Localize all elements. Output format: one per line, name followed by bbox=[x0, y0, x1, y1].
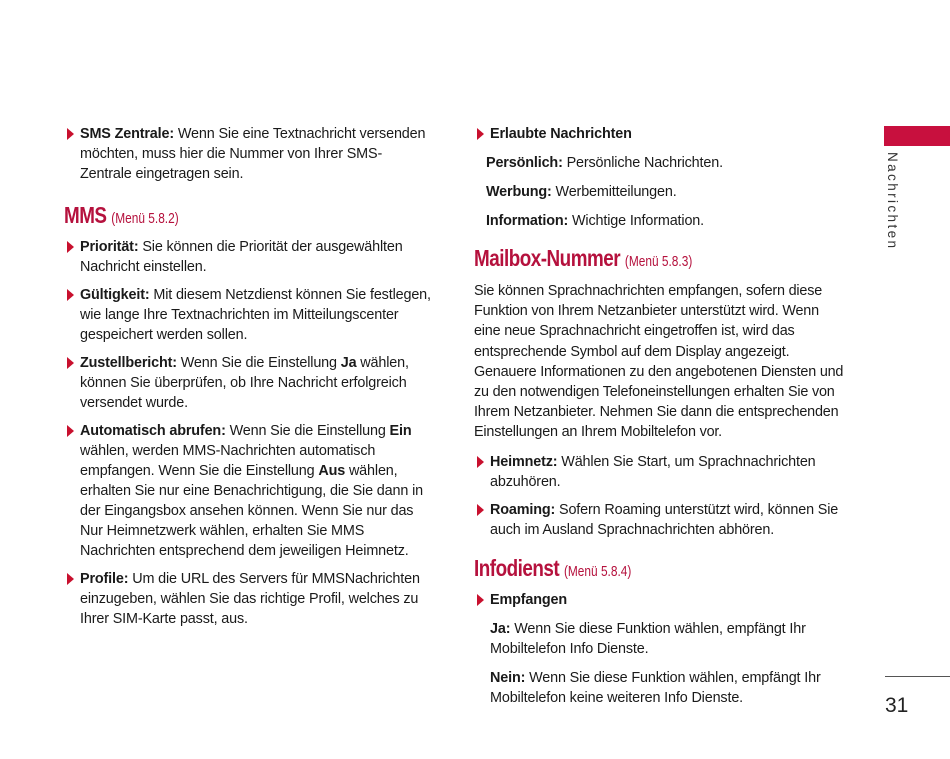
left-column bbox=[64, 124, 436, 637]
item-text: wählen, können Sie überprüfen, ob Ihre Nachricht erfolgreich versendet wurde. bbox=[80, 355, 409, 411]
heading-menu-ref: (Menü 5.8.4) bbox=[563, 563, 632, 580]
bullet-arrow-icon bbox=[477, 594, 484, 606]
erlaubte-nachrichten-item bbox=[474, 124, 846, 144]
chapter-tab bbox=[884, 126, 950, 146]
sms-zentrale-item bbox=[64, 124, 436, 184]
heading-title: MMS bbox=[64, 202, 107, 228]
item-label: Erlaubte Nachrichten bbox=[490, 126, 632, 142]
item-option: Aus bbox=[318, 463, 346, 479]
item-text: Sie können die Priorität der ausgewählten Nachricht einstellen. bbox=[80, 239, 403, 275]
item-label: Profile: bbox=[80, 571, 129, 587]
bullet-arrow-icon bbox=[67, 241, 74, 253]
item-text: Wenn Sie die Einstellung bbox=[225, 423, 390, 439]
bullet-arrow-icon bbox=[477, 504, 484, 516]
item-label: Gültigkeit: bbox=[80, 287, 150, 303]
heading-menu-ref: (Menü 5.8.3) bbox=[624, 254, 693, 270]
item-text: Werbemitteilungen. bbox=[551, 184, 677, 200]
item-label: SMS Zentrale: bbox=[80, 126, 175, 142]
bullet-arrow-icon bbox=[67, 289, 74, 301]
heading-title: Mailbox-Nummer bbox=[474, 245, 621, 271]
chapter-label: Nachrichten bbox=[885, 152, 900, 251]
page-number: 31 bbox=[885, 694, 909, 717]
item-text: Wenn Sie eine Textnachricht versenden möchten, muss hier die Nummer von Ihrer SMS- Zentrale eingetragen sein. bbox=[80, 126, 426, 182]
infodienst-heading bbox=[474, 554, 779, 586]
gueltigkeit-item bbox=[64, 285, 436, 345]
item-option: Ein bbox=[389, 423, 412, 439]
information-subitem bbox=[474, 211, 846, 231]
heimnetz-item bbox=[474, 452, 846, 492]
item-text: Persönliche Nachrichten. bbox=[562, 155, 723, 171]
item-text: Wenn Sie diese Funktion wählen, empfängt Ihr Mobiltelefon Info Dienste. bbox=[490, 620, 806, 657]
item-label: Werbung: bbox=[486, 184, 552, 200]
zustellbericht-item bbox=[64, 353, 436, 413]
heading-menu-ref: (Menü 5.8.2) bbox=[111, 211, 179, 227]
bullet-arrow-icon bbox=[67, 357, 74, 369]
page-number-rule bbox=[885, 676, 950, 677]
mms-heading bbox=[64, 201, 369, 233]
bullet-arrow-icon bbox=[477, 128, 484, 140]
heading-title: Infodienst bbox=[474, 554, 560, 581]
right-column bbox=[474, 124, 846, 717]
item-label: Heimnetz: bbox=[490, 453, 558, 470]
item-text: wählen, werden MMS-Nachrichten automatisch empfangen. Wenn Sie die Einstellung bbox=[80, 443, 376, 479]
item-text: Wichtige Information. bbox=[568, 213, 705, 229]
item-label: Priorität: bbox=[80, 239, 139, 255]
item-label: Information: bbox=[486, 213, 569, 229]
nein-subitem bbox=[474, 668, 846, 708]
item-label: Nein: bbox=[490, 669, 526, 686]
item-text: wählen, erhalten Sie nur eine Benachrichtigung, die Sie dann in der Eingangsbox ansehen können. Wenn Sie nur das Nur Heimnetzwerk wählen, erhalten Sie MMS Nachrichten entsprechend dem jeweiligen Heimnetz. bbox=[80, 463, 423, 559]
item-label: Ja: bbox=[490, 620, 511, 637]
mailbox-heading bbox=[474, 244, 779, 276]
mailbox-paragraph: Sie können Sprachnachrichten empfangen, sofern diese Funktion von Ihrem Netzanbieter unterstützt wird. Wenn eine neue Sprachnachricht eingetroffen ist, wird das entsprechende Symbol auf dem Display angezeigt. Genauere Informationen zu den angebotenen Diensten und zu den notwendigen Telefoneinstellungen erhalten Sie von Ihrem Netzanbieter. Nehmen Sie dann die entsprechenden Einstellungen an Ihrem Mobiltelefon vor. bbox=[474, 283, 844, 441]
item-label: Automatisch abrufen: bbox=[80, 423, 226, 439]
empfangen-item bbox=[474, 590, 846, 610]
bullet-arrow-icon bbox=[67, 425, 74, 437]
item-text: Wählen Sie Start, um Sprachnachrichten abzuhören. bbox=[490, 453, 816, 490]
automatisch-abrufen-item bbox=[64, 421, 436, 561]
item-option: Ja bbox=[340, 355, 357, 371]
item-text: Sofern Roaming unterstützt wird, können Sie auch im Ausland Sprachnachrichten abhören. bbox=[490, 501, 839, 538]
item-label: Empfangen bbox=[490, 591, 568, 608]
profile-item bbox=[64, 569, 436, 629]
persoenlich-subitem bbox=[474, 153, 846, 173]
item-label: Persönlich: bbox=[486, 155, 563, 171]
bullet-arrow-icon bbox=[67, 573, 74, 585]
prioritaet-item bbox=[64, 237, 436, 277]
bullet-arrow-icon bbox=[67, 128, 74, 140]
ja-subitem bbox=[474, 619, 846, 659]
item-text: Mit diesem Netzdienst können Sie festlegen, wie lange Ihre Textnachrichten im Mitteilungscenter gespeichert werden sollen. bbox=[80, 287, 431, 343]
item-text: Wenn Sie diese Funktion wählen, empfängt Ihr Mobiltelefon keine weiteren Info Dienste. bbox=[490, 669, 821, 706]
werbung-subitem bbox=[474, 182, 846, 202]
item-text: Um die URL des Servers für MMSNachrichten einzugeben, wählen Sie das richtige Profil, welches zu Ihrer SIM-Karte passt, aus. bbox=[80, 571, 420, 627]
roaming-item bbox=[474, 500, 846, 540]
bullet-arrow-icon bbox=[477, 456, 484, 468]
item-label: Roaming: bbox=[490, 501, 556, 518]
item-label: Zustellbericht: bbox=[80, 355, 177, 371]
item-text: Wenn Sie die Einstellung bbox=[176, 355, 341, 371]
